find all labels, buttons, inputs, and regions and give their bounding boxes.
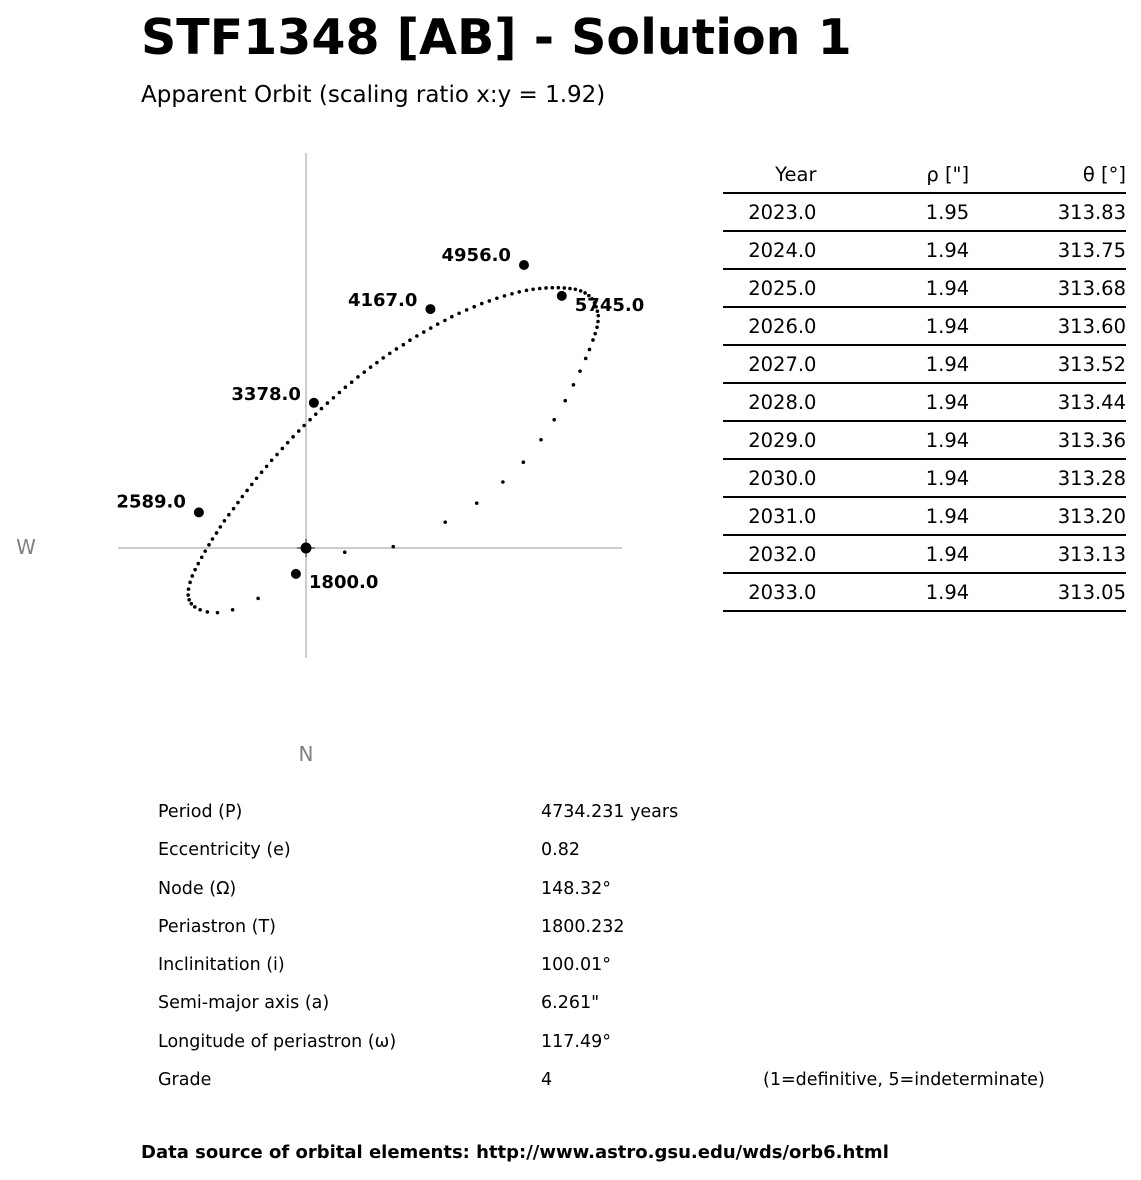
epoch-marker (309, 398, 319, 408)
orbit-point (596, 320, 600, 324)
epoch-label: 1800.0 (308, 571, 379, 593)
orbit-point (207, 543, 211, 547)
cell-year: 2032.0 (748, 542, 817, 566)
element-value: 4734.231 years (541, 802, 679, 822)
header-rho: ρ ["] (926, 162, 970, 186)
cell-rho: 1.94 (925, 580, 970, 604)
orbit-point (281, 447, 285, 451)
orbit-point (517, 290, 521, 294)
orbit-point (265, 465, 269, 469)
orbit-point (588, 348, 592, 352)
orbit-point (375, 361, 379, 365)
epoch-label: 3378.0 (231, 383, 301, 405)
orbit-point (198, 608, 202, 612)
element-value: 148.32° (541, 878, 611, 899)
orbit-point (388, 352, 392, 356)
orbit-point (443, 520, 447, 524)
orbit-point (457, 312, 461, 316)
element-value: 117.49° (541, 1031, 611, 1052)
orbit-point (308, 418, 312, 422)
orbit-point (256, 597, 260, 601)
table-header-row (723, 156, 1126, 193)
element-label: Period (P) (158, 802, 243, 822)
orbit-point (291, 435, 295, 439)
orbit-point (186, 593, 190, 597)
epoch-marker (291, 569, 301, 579)
orbit-point (196, 562, 200, 566)
orbit-point (568, 287, 572, 291)
cell-rho: 1.94 (925, 276, 970, 300)
table-row (723, 383, 1126, 421)
cell-year: 2029.0 (748, 428, 817, 452)
orbit-point (538, 287, 542, 291)
header-theta: θ [°] (1082, 162, 1126, 186)
orbit-point (408, 338, 412, 342)
orbit-point (450, 315, 454, 319)
epoch-marker (557, 291, 567, 301)
orbit-point (241, 495, 245, 499)
orbit-point (544, 286, 548, 290)
orbit-point (190, 602, 194, 606)
epoch-label: 2589.0 (116, 491, 186, 513)
table-row (723, 345, 1126, 383)
orbit-point (395, 347, 399, 351)
element-label: Eccentricity (e) (158, 840, 291, 861)
table-row (723, 535, 1126, 573)
orbit-point (286, 441, 290, 445)
orbit-point (206, 610, 210, 614)
cell-theta: 313.05 (1057, 580, 1126, 604)
orbit-point (480, 302, 484, 306)
orbit-point (503, 294, 507, 298)
orbit-point (563, 286, 567, 290)
cell-rho: 1.94 (925, 428, 970, 452)
element-label: Periastron (T) (158, 916, 276, 937)
orbit-point (525, 289, 529, 293)
orbit-plot (0, 140, 700, 780)
page-subtitle: Apparent Orbit (scaling ratio x:y = 1.92) (141, 82, 606, 108)
orbit-point (369, 365, 373, 369)
orbit-point (551, 286, 555, 290)
orbit-point (211, 537, 215, 541)
orbit-point (495, 296, 499, 300)
element-value: 4 (541, 1070, 553, 1091)
cell-year: 2028.0 (748, 390, 817, 414)
cell-theta: 313.60 (1057, 314, 1126, 338)
epoch-label: 4956.0 (441, 244, 511, 266)
orbit-point (343, 550, 347, 554)
epoch-label: 5745.0 (574, 294, 645, 316)
cell-rho: 1.94 (925, 504, 970, 528)
element-label: Inclinitation (i) (158, 955, 285, 976)
orbit-point (362, 370, 366, 374)
orbit-point (227, 513, 231, 517)
table-row (723, 193, 1126, 231)
cell-theta: 313.13 (1057, 542, 1126, 566)
orbit-point (326, 401, 330, 405)
header-year: Year (775, 162, 817, 186)
orbit-point (595, 325, 599, 329)
orbit-point (187, 587, 191, 591)
orbit-point (344, 385, 348, 389)
cell-year: 2026.0 (748, 314, 817, 338)
orbit-point (472, 305, 476, 309)
cell-year: 2027.0 (748, 352, 817, 376)
orbit-point (215, 531, 219, 535)
cell-rho: 1.94 (925, 314, 970, 338)
cell-theta: 313.44 (1057, 390, 1126, 414)
orbit-point (250, 483, 254, 487)
north-label: N (298, 742, 314, 766)
epoch-marker (425, 304, 435, 314)
orbit-point (200, 555, 204, 559)
orbit-point (255, 477, 259, 481)
cell-theta: 313.20 (1057, 504, 1126, 528)
page-title: STF1348 [AB] - Solution 1 (141, 9, 852, 66)
cell-year: 2031.0 (748, 504, 817, 528)
orbit-point (302, 424, 306, 428)
orbit-point (356, 375, 360, 379)
orbit-point (245, 489, 249, 493)
orbit-point (488, 299, 492, 303)
cell-theta: 313.52 (1057, 352, 1126, 376)
element-value: 1800.232 (541, 916, 625, 937)
orbit-point (297, 429, 301, 433)
element-label: Semi-major axis (a) (158, 993, 330, 1014)
table-row (723, 269, 1126, 307)
orbit-point (501, 480, 505, 484)
cell-theta: 313.68 (1057, 276, 1126, 300)
orbit-point (320, 407, 324, 411)
west-label: W (16, 535, 36, 559)
orbit-point (443, 319, 447, 323)
cell-theta: 313.83 (1057, 200, 1126, 224)
orbit-point (187, 598, 191, 602)
orbit-point (190, 574, 194, 578)
table-body (723, 193, 1126, 611)
element-label: Longitude of periastron (ω) (158, 1031, 397, 1052)
element-value: 100.01° (541, 955, 611, 976)
orbit-point (436, 322, 440, 326)
orbit-point (465, 308, 469, 312)
epoch-label: 4167.0 (347, 290, 418, 312)
orbit-point (531, 287, 535, 291)
element-label: Node (Ω) (158, 878, 237, 899)
data-source-footer: Data source of orbital elements: http://www.astro.gsu.edu/wds/orb6.html (141, 1142, 889, 1163)
cell-year: 2025.0 (748, 276, 817, 300)
epoch-marker (519, 260, 529, 270)
orbit-point (574, 287, 578, 291)
element-label: Grade (158, 1070, 212, 1091)
orbit-trace (186, 286, 600, 615)
element-note: (1=definitive, 5=indeterminate) (763, 1070, 1045, 1091)
cell-theta: 313.28 (1057, 466, 1126, 490)
orbit-point (391, 545, 395, 549)
cell-year: 2024.0 (748, 238, 817, 262)
orbit-point (475, 501, 479, 505)
table-row (723, 307, 1126, 345)
orbit-point (522, 460, 526, 464)
orbit-point (579, 289, 583, 293)
orbit-point (275, 453, 279, 457)
orbit-point (422, 330, 426, 334)
orbit-point (338, 391, 342, 395)
table-row (723, 459, 1126, 497)
orbit-point (350, 380, 354, 384)
orbit-point (429, 326, 433, 330)
element-value: 0.82 (541, 840, 580, 861)
orbit-point (578, 369, 582, 373)
cell-year: 2030.0 (748, 466, 817, 490)
cell-rho: 1.94 (925, 238, 970, 262)
orbit-point (563, 399, 567, 403)
element-value: 6.261" (541, 993, 600, 1014)
orbit-point (314, 412, 318, 416)
cell-theta: 313.75 (1057, 238, 1126, 262)
orbit-point (260, 470, 264, 474)
orbit-point (415, 334, 419, 338)
cell-rho: 1.94 (925, 542, 970, 566)
orbit-point (193, 605, 197, 609)
orbit-point (216, 611, 220, 615)
table-row (723, 573, 1126, 611)
ephemeris-table (723, 156, 1126, 612)
cell-rho: 1.94 (925, 352, 970, 376)
orbit-point (510, 292, 514, 296)
cell-rho: 1.95 (925, 200, 970, 224)
orbit-point (552, 418, 556, 422)
orbit-point (270, 459, 274, 463)
cell-rho: 1.94 (925, 466, 970, 490)
orbit-point (188, 581, 192, 585)
orbit-point (584, 357, 588, 361)
orbit-point (193, 568, 197, 572)
cell-theta: 313.36 (1057, 428, 1126, 452)
orbit-point (402, 343, 406, 347)
orbit-point (232, 507, 236, 511)
orbit-point (381, 356, 385, 360)
orbit-point (219, 525, 223, 529)
table-row (723, 421, 1126, 459)
orbit-point (591, 338, 595, 342)
cell-year: 2023.0 (748, 200, 817, 224)
orbit-point (236, 501, 240, 505)
orbit-point (572, 383, 576, 387)
orbit-point (203, 549, 207, 553)
orbit-point (593, 332, 597, 336)
cell-rho: 1.94 (925, 390, 970, 414)
epoch-marker (194, 507, 204, 517)
orbit-point (223, 519, 227, 523)
orbit-point (539, 438, 543, 442)
orbit-point (332, 396, 336, 400)
cell-year: 2033.0 (748, 580, 817, 604)
table-row (723, 497, 1126, 535)
table-row (723, 231, 1126, 269)
orbit-point (557, 286, 561, 290)
orbit-point (231, 608, 235, 612)
